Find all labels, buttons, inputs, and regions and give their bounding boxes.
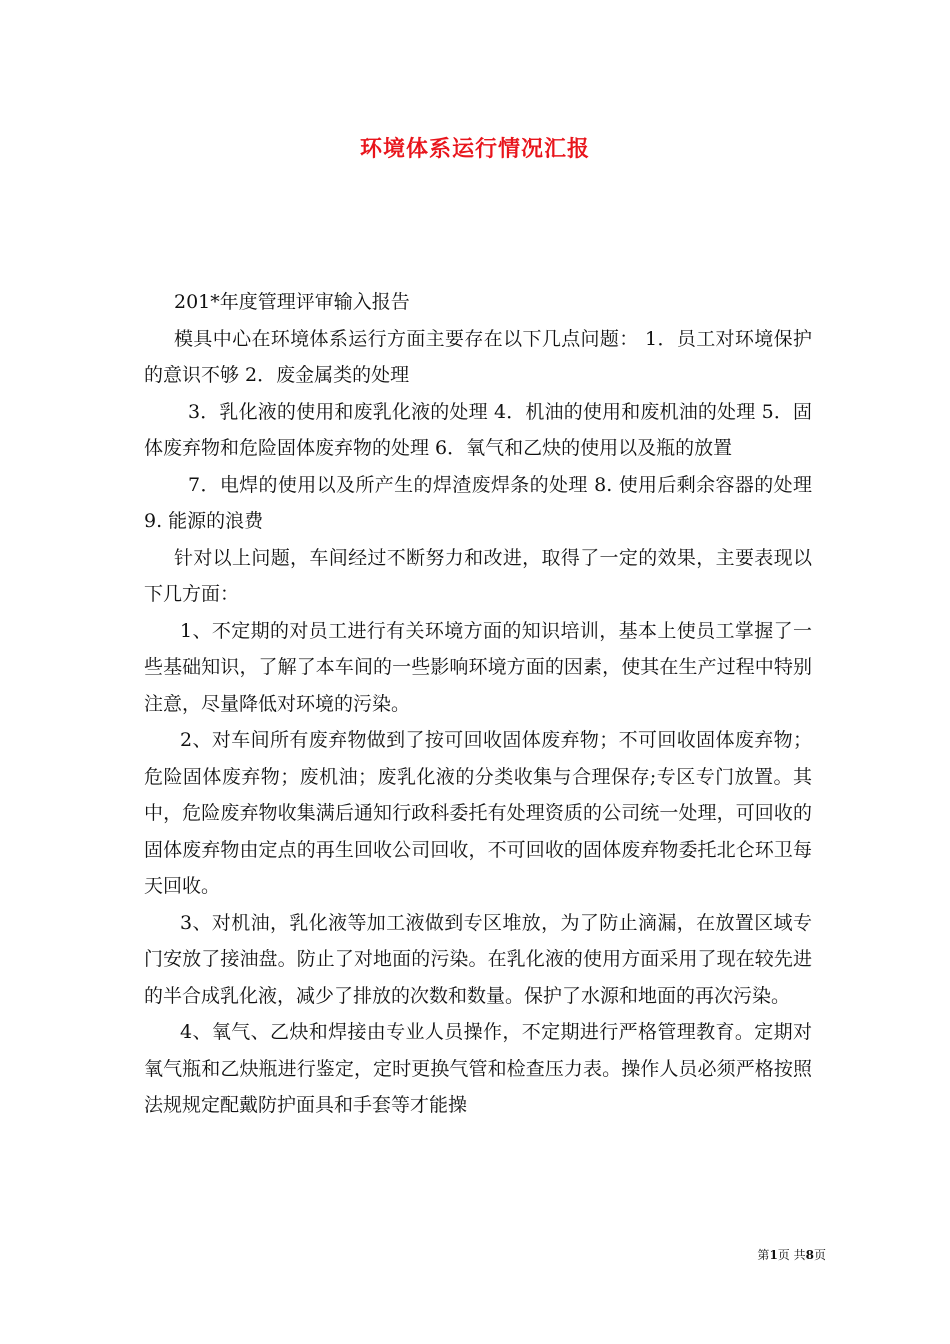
footer-total-pages: 8 [805, 1248, 814, 1262]
page-title: 环境体系运行情况汇报 [359, 136, 590, 162]
footer-suffix: 页 [813, 1248, 826, 1262]
paragraph-item-3: 3、对机油，乳化液等加工液做到专区堆放，为了防止滴漏，在放置区域专门安放了接油盘。防止了对地面的污染。在乳化液的使用方面采用了现在较先进的半合成乳化液，减少了排放的次数和数量。保护了水源和地面的再次污染。 [144, 911, 812, 1007]
document-body [144, 284, 812, 1124]
paragraph-item-4: 4、氧气、乙炔和焊接由专业人员操作，不定期进行严格管理教育。定期对氧气瓶和乙炔瓶进行鉴定，定时更换气管和检查压力表。操作人员必须严格按照法规规定配戴防护面具和手套等才能操 [144, 1021, 812, 1116]
paragraph-item-1: 1、不定期的对员工进行有关环境方面的知识培训，基本上使员工掌握了一些基础知识，了解了本车间的一些影响环境方面的因素，使其在生产过程中特别注意，尽量降低对环境的污染。 [144, 619, 812, 715]
footer-prefix: 第 [757, 1248, 770, 1262]
paragraph-problems-7-9: 7．电焊的使用以及所产生的焊渣废焊条的处理 8. 使用后剩余容器的处理 9. 能源的浪费 [144, 473, 812, 532]
paragraph-problems-intro: 模具中心在环境体系运行方面主要存在以下几点问题： 1．员工对环境保护的意识不够 2．废金属类的处理 [144, 327, 812, 386]
page-footer [0, 1246, 826, 1263]
paragraph-problems-3-6: 3．乳化液的使用和废乳化液的处理 4．机油的使用和废机油的处理 5．固体废弃物和危险固体废弃物的处理 6．氧气和乙炔的使用以及瓶的放置 [144, 400, 812, 459]
paragraph-item-2: 2、对车间所有废弃物做到了按可回收固体废弃物；不可回收固体废弃物；危险固体废弃物；废机油；废乳化液的分类收集与合理保存;专区专门放置。其中，危险废弃物收集满后通知行政科委托有处理资质的公司统一处理，可回收的固体废弃物由定点的再生回收公司回收，不可回收的固体废弃物委托北仑环卫每天回收。 [144, 729, 812, 897]
paragraph-improvements-intro: 针对以上问题，车间经过不断努力和改进，取得了一定的效果，主要表现以下几方面： [144, 546, 812, 605]
footer-middle: 页 共 [777, 1248, 806, 1262]
footer-current-page: 1 [769, 1248, 778, 1262]
report-subtitle: 201*年度管理评审输入报告 [174, 291, 410, 313]
